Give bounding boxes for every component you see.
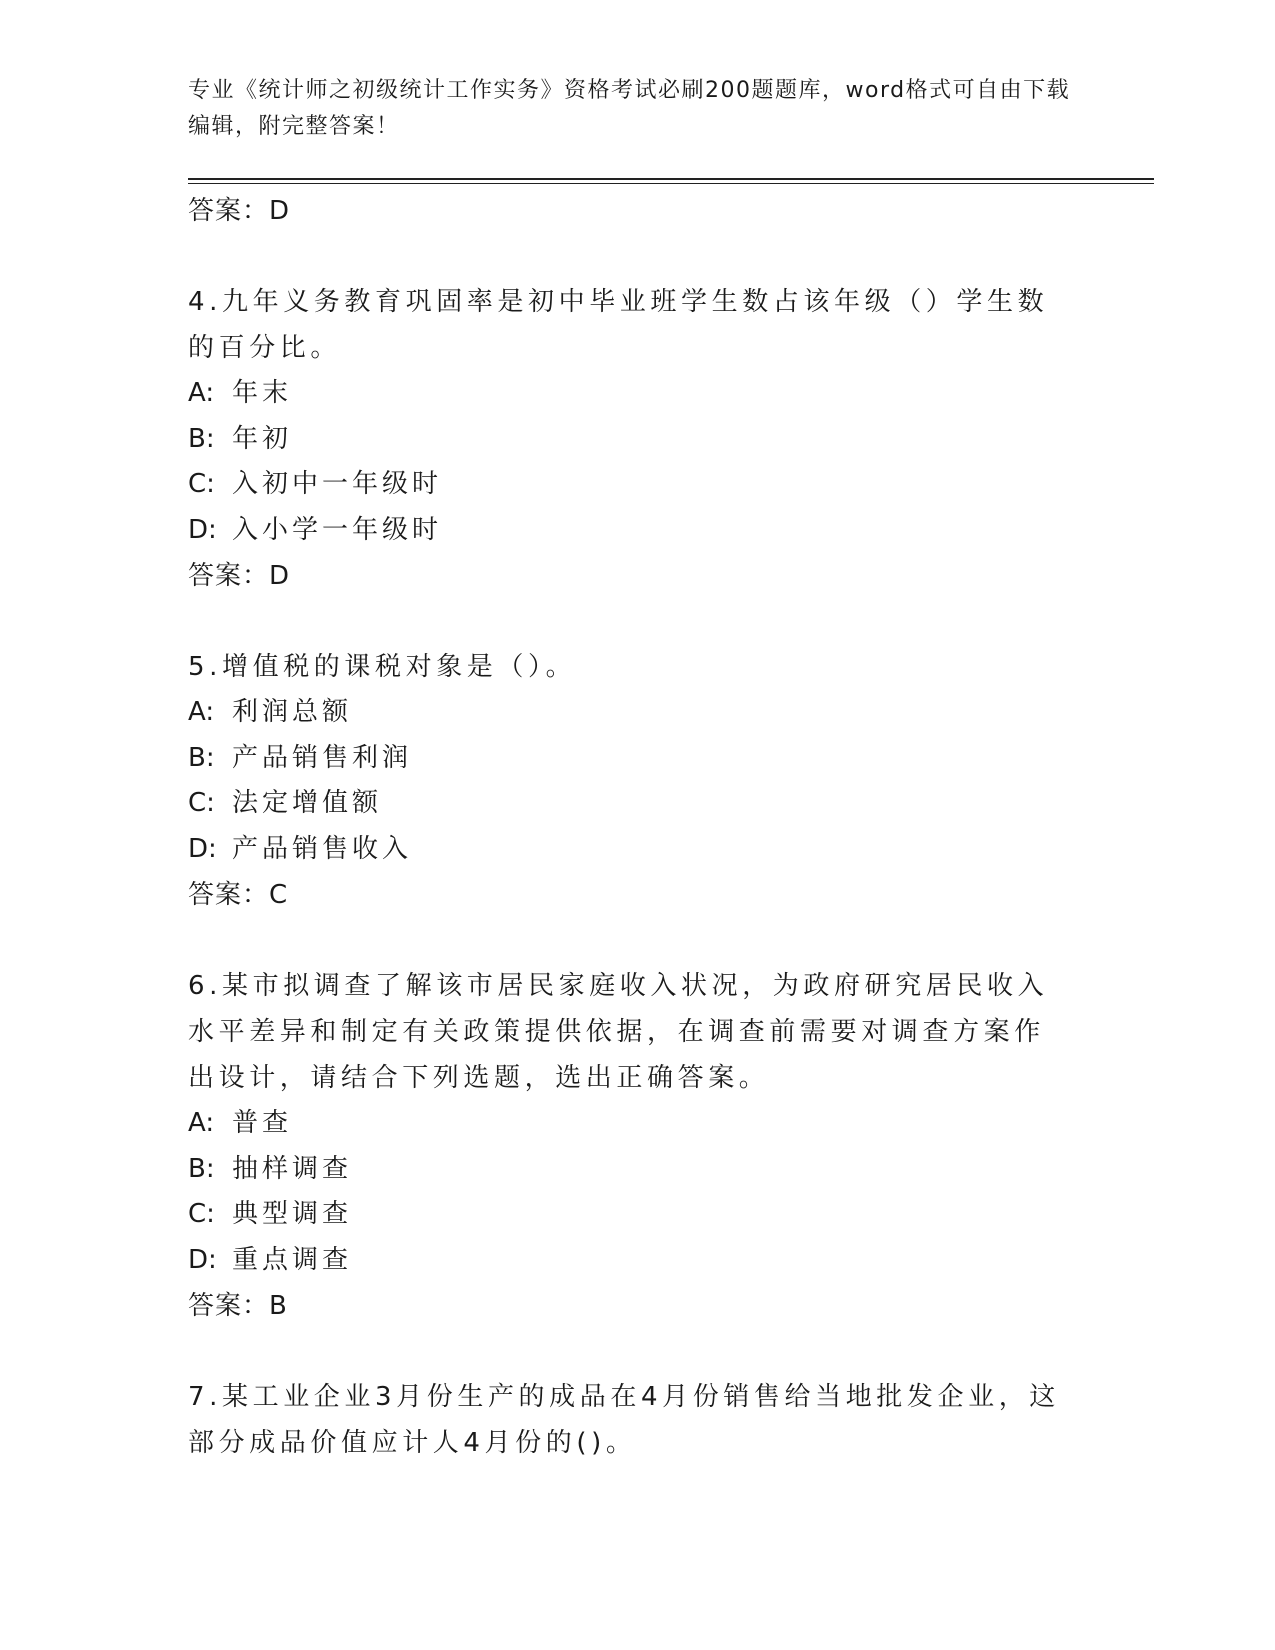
answer-line: 答案：D bbox=[188, 196, 291, 226]
question-stem: 5.增值税的课税对象是（）。 bbox=[188, 652, 577, 682]
option-c bbox=[188, 781, 1068, 827]
option-letter: A: bbox=[188, 697, 215, 727]
option-letter: B: bbox=[188, 1153, 215, 1184]
question-stem: 7.某工业企业3月份生产的成品在4月份销售给当地批发企业，这部分成品价值应计人4月份的()。 bbox=[188, 1382, 1060, 1458]
option-a bbox=[188, 690, 1068, 736]
answer-line: 答案：C bbox=[188, 880, 289, 910]
option-text: 法定增值额 bbox=[232, 788, 383, 818]
question-item bbox=[188, 963, 1068, 1329]
option-letter: D: bbox=[188, 1244, 217, 1275]
option-letter: A: bbox=[188, 1108, 215, 1138]
option-text: 普查 bbox=[232, 1108, 293, 1138]
option-text: 典型调查 bbox=[232, 1199, 353, 1229]
header-divider-thick bbox=[188, 178, 1154, 180]
option-text: 入初中一年级时 bbox=[232, 469, 443, 499]
option-d bbox=[188, 827, 1068, 873]
option-text: 年末 bbox=[232, 378, 293, 408]
option-c bbox=[188, 1192, 1068, 1238]
document-body bbox=[188, 188, 1068, 1466]
option-c bbox=[188, 462, 1068, 508]
option-d bbox=[188, 508, 1068, 554]
option-a bbox=[188, 371, 1068, 417]
option-text: 年初 bbox=[232, 423, 293, 454]
option-letter: C: bbox=[188, 1199, 215, 1229]
option-letter: D: bbox=[188, 514, 217, 545]
option-letter: B: bbox=[188, 423, 215, 454]
header-divider-thin bbox=[188, 183, 1154, 184]
option-text: 利润总额 bbox=[232, 697, 353, 727]
header-text: 专业《统计师之初级统计工作实务》资格考试必刷200题题库，word格式可自由下载编辑，附完整答案！ bbox=[188, 78, 1071, 139]
question-stem: 4.九年义务教育巩固率是初中毕业班学生数占该年级（）学生数的百分比。 bbox=[188, 287, 1049, 363]
option-b bbox=[188, 417, 1068, 463]
option-d bbox=[188, 1238, 1068, 1284]
answer-line: 答案：B bbox=[188, 1291, 288, 1321]
option-text: 产品销售利润 bbox=[232, 742, 413, 773]
option-letter: D: bbox=[188, 833, 217, 864]
answer-line: 答案：D bbox=[188, 561, 291, 591]
question-item bbox=[188, 644, 1068, 918]
option-letter: B: bbox=[188, 742, 215, 773]
option-text: 产品销售收入 bbox=[232, 833, 413, 864]
option-letter: A: bbox=[188, 378, 215, 408]
option-letter: C: bbox=[188, 788, 215, 818]
question-stem: 6.某市拟调查了解该市居民家庭收入状况，为政府研究居民收入水平差异和制定有关政策提供依据，在调查前需要对调查方案作出设计，请结合下列选题，选出正确答案。 bbox=[188, 971, 1049, 1093]
option-b bbox=[188, 1147, 1068, 1193]
option-text: 抽样调查 bbox=[232, 1153, 353, 1184]
option-text: 重点调查 bbox=[232, 1244, 353, 1275]
option-letter: C: bbox=[188, 469, 215, 499]
option-text: 入小学一年级时 bbox=[232, 514, 443, 545]
question-item bbox=[188, 279, 1068, 599]
option-b bbox=[188, 736, 1068, 782]
page-header bbox=[188, 73, 1088, 145]
option-a bbox=[188, 1101, 1068, 1147]
question-item bbox=[188, 1374, 1068, 1466]
